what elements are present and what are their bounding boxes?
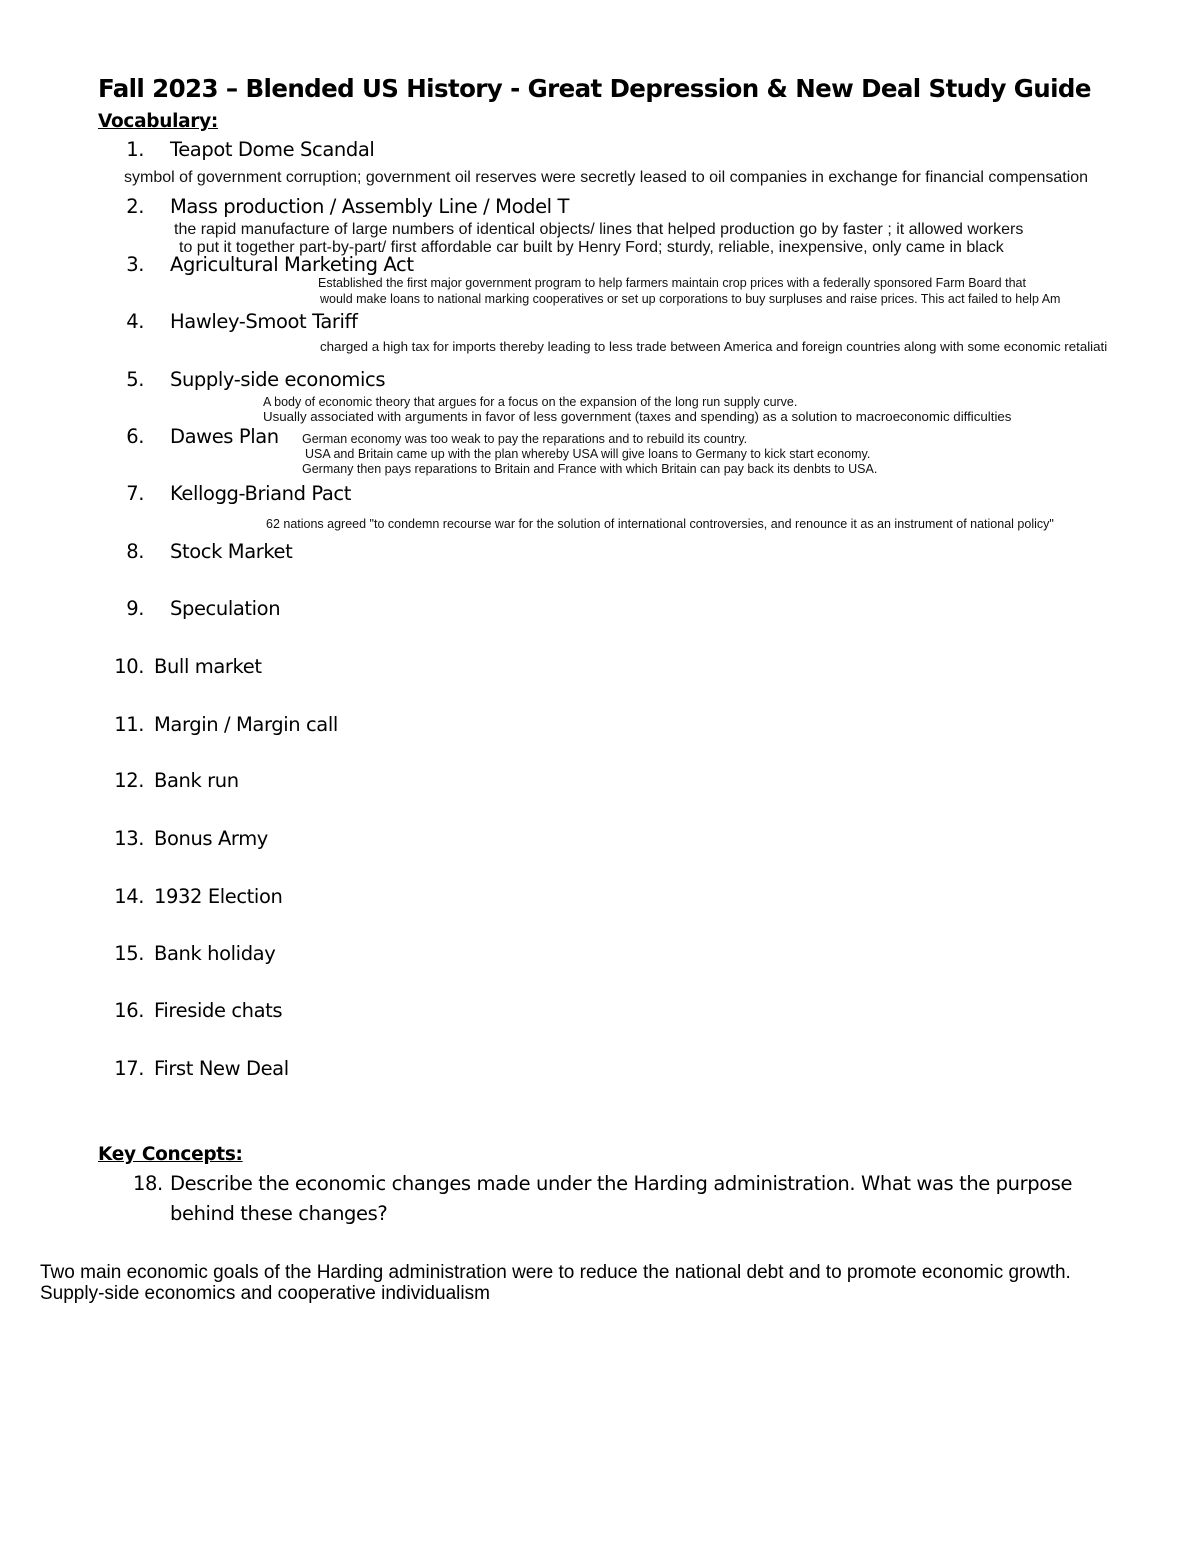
vocab-note: Usually associated with arguments in favor of less government (taxes and spending) as a solution to macroeconomic difficulties (263, 409, 1012, 424)
vocab-item: 2. Mass production / Assembly Line / Model T (126, 195, 570, 218)
vocab-item: 8. Stock Market (126, 540, 293, 563)
question-number: 18. (133, 1172, 163, 1195)
vocab-note: German economy was too weak to pay the reparations and to rebuild its country. (302, 432, 748, 446)
vocab-item: 6. Dawes Plan (126, 425, 279, 448)
vocab-item: 4. Hawley-Smoot Tariff (126, 310, 358, 333)
vocab-item: 3. Agricultural Marketing Act (126, 253, 414, 276)
vocab-note: A body of economic theory that argues for a focus on the expansion of the long run supply curve. (263, 395, 798, 409)
vocabulary-heading: Vocabulary: (98, 111, 218, 132)
vocab-item: 16. Fireside chats (114, 999, 283, 1022)
vocab-note: to put it together part-by-part/ first affordable car built by Henry Ford; sturdy, reliable, inexpensive, only came in black (179, 239, 1004, 256)
vocab-item: 14. 1932 Election (114, 885, 283, 908)
vocab-note: USA and Britain came up with the plan whereby USA will give loans to Germany to kick start economy. (305, 447, 871, 461)
vocab-item: 1. Teapot Dome Scandal (126, 138, 375, 161)
vocab-item: 7. Kellogg-Briand Pact (126, 482, 351, 505)
answer-line: Two main economic goals of the Harding administration were to reduce the national debt and to promote economic growth. (40, 1262, 1071, 1283)
vocab-item: 13. Bonus Army (114, 827, 268, 850)
vocab-item: 15. Bank holiday (114, 942, 276, 965)
key-concepts-heading: Key Concepts: (98, 1144, 243, 1165)
vocab-note: the rapid manufacture of large numbers of identical objects/ lines that helped production go by faster ; it allowed workers (174, 221, 1024, 238)
vocab-item: 11. Margin / Margin call (114, 713, 338, 736)
vocab-item: 5. Supply-side economics (126, 368, 386, 391)
question-line: behind these changes? (170, 1202, 388, 1225)
page-title: Fall 2023 – Blended US History - Great Depression & New Deal Study Guide (98, 74, 1091, 103)
vocab-note: would make loans to national marking cooperatives or set up corporations to buy surpluses and raise prices. This act failed to help Am (320, 292, 1061, 306)
vocab-item: 12. Bank run (114, 769, 239, 792)
vocab-note: charged a high tax for imports thereby leading to less trade between America and foreign countries along with some economic retaliati (320, 339, 1108, 354)
vocab-note: Established the first major government program to help farmers maintain crop prices with a federally sponsored Farm Board that (318, 276, 1026, 290)
question-line: Describe the economic changes made under the Harding administration. What was the purpose (170, 1172, 1073, 1195)
vocab-note: Germany then pays reparations to Britain and France with which Britain can pay back its denbts to USA. (302, 462, 878, 476)
vocab-item: 9. Speculation (126, 597, 281, 620)
vocab-note: symbol of government corruption; government oil reserves were secretly leased to oil companies in exchange for financial compensation (124, 169, 1089, 186)
answer-line: Supply-side economics and cooperative individualism (40, 1283, 490, 1304)
vocab-item: 17. First New Deal (114, 1057, 289, 1080)
vocab-item: 10. Bull market (114, 655, 262, 678)
vocab-note: 62 nations agreed "to condemn recourse war for the solution of international controversies, and renounce it as an instrument of national policy" (266, 517, 1054, 531)
